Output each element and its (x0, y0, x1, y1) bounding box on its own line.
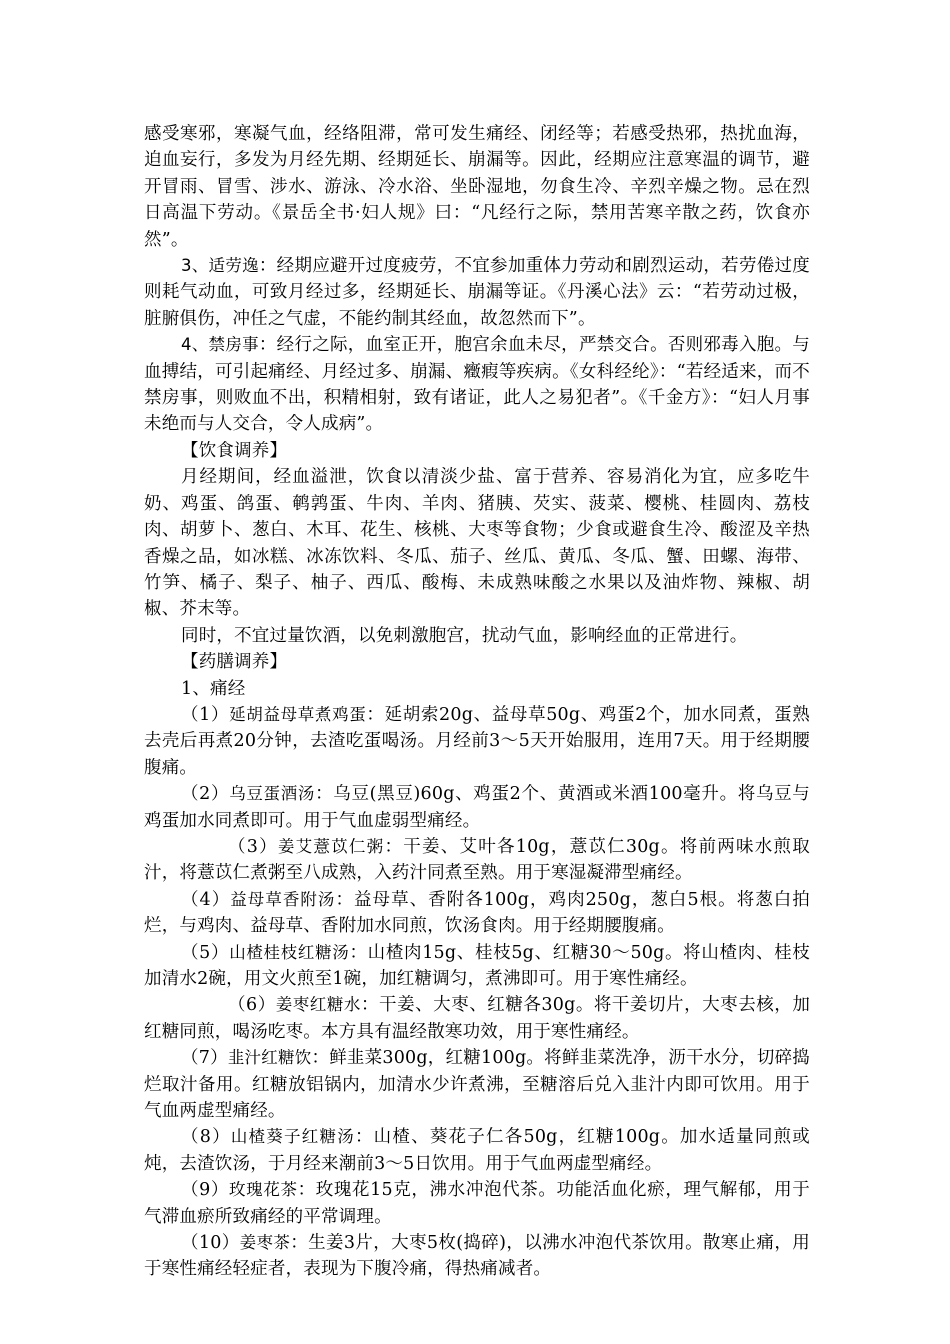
paragraph-rest-body: ：经期应避开过度疲劳，不宜参加重体力劳动和剧烈运动，若劳倦过度则耗气动血，可致月经过多，经期延长、崩漏等证。《丹溪心法》云：“若劳动过极，脏腑俱伤，冲任之气虚，不能约制其经血，故忽然而下”。 (144, 256, 811, 329)
recipe-item (144, 1177, 810, 1230)
recipe-name: 乌豆蛋酒汤 (229, 784, 316, 804)
recipe-number: （9） (181, 1180, 230, 1201)
heading-diet: 【饮食调养】 (181, 440, 288, 461)
section-title-sex: 4、禁房事 (181, 335, 259, 355)
recipe-body: ：玫瑰花15克，沸水冲泡代茶。功能活血化瘀，理气解郁，用于气滞血瘀所致痛经的平常调理。 (144, 1180, 810, 1227)
recipe-number: （5） (181, 942, 230, 963)
recipe-body: ：山楂肉15g、桂枝5g、红糖30～50g。将山楂肉、桂枝加清水2碗，用文火煎至1碗，加红糖调匀，煮沸即可。用于寒性痛经。 (144, 942, 810, 989)
recipe-number: （4） (181, 889, 231, 910)
recipe-name: 益母草香附汤 (230, 889, 336, 909)
recipe-number: （10） (181, 1233, 240, 1254)
recipe-item (144, 992, 810, 1045)
paragraph-sex (144, 332, 810, 438)
document-page (144, 121, 810, 1283)
recipe-number: （6） (228, 995, 276, 1016)
recipe-item (144, 702, 810, 781)
recipe-body: ：益母草、香附各100g，鸡肉250g，葱白5根。将葱白拍烂，与鸡肉、益母草、香附加水同煎，饮汤食肉。用于经期腰腹痛。 (144, 889, 810, 937)
recipe-name: 姜枣茶 (239, 1233, 291, 1253)
recipe-item (144, 781, 810, 834)
recipe-body: ：乌豆(黑豆)60g、鸡蛋2个、黄酒或米酒100毫升。将乌豆与鸡蛋加水同煮即可。用于气血虚弱型痛经。 (144, 784, 811, 831)
recipe-name: 姜枣红糖水 (275, 995, 361, 1015)
paragraph-diet: 月经期间，经血溢泄，饮食以清淡少盐、富于营养、容易消化为宜，应多吃牛奶、鸡蛋、鸽蛋、鹌鹑蛋、牛肉、羊肉、猪胰、芡实、菠菜、樱桃、桂圆肉、荔枝肉、胡萝卜、葱白、木耳、花生、核桃、大枣等食物；少食或避食生冷、酸涩及辛热香燥之品，如冰糕、冰冻饮料、冬瓜、茄子、丝瓜、黄瓜、冬瓜、蟹、田螺、海带、竹笋、橘子、梨子、柚子、西瓜、酸梅、未成熟味酸之水果以及油炸物、辣椒、胡椒、芥末等。 (144, 467, 810, 620)
paragraph-alcohol: 同时，不宜过量饮酒，以免刺激胞宫，扰动气血，影响经血的正常进行。 (181, 625, 748, 646)
heading-medicinal-diet: 【药膳调养】 (181, 652, 288, 673)
recipe-body: ：干姜、大枣、红糖各30g。将干姜切片，大枣去核，加红糖同煎，喝汤吃枣。本方具有温经散寒功效，用于寒性痛经。 (144, 995, 811, 1042)
recipe-number: （7） (181, 1048, 228, 1069)
recipe-name: 山楂葵子红糖汤 (230, 1127, 355, 1147)
recipe-body: ：生姜3片，大枣5枚(捣碎)，以沸水冲泡代茶饮用。散寒止痛，用于寒性痛经轻症者，表现为下腹冷痛，得热痛减者。 (144, 1233, 810, 1280)
recipe-body: ：山楂、葵花子仁各50g，红糖100g。加水适量同煎或炖，去渣饮汤，于月经来潮前3～5日饮用。用于气血两虚型痛经。 (144, 1127, 811, 1174)
recipe-number: （2） (181, 784, 230, 805)
recipe-item (144, 1230, 810, 1283)
recipe-item (144, 1124, 810, 1177)
recipe-item (144, 887, 810, 940)
section-title-rest: 3、适劳逸 (181, 256, 259, 276)
recipe-body: ：干姜、艾叶各10g，薏苡仁30g。将前两味水煎取汁，将薏苡仁煮粥至八成熟，入药汁同煮至熟。用于寒湿凝滞型痛经。 (144, 836, 811, 884)
recipe-item (144, 834, 810, 887)
recipe-name: 韭汁红糖饮 (227, 1048, 312, 1068)
recipe-number: （3） (228, 836, 278, 857)
recipe-name: 山楂桂枝红糖汤 (229, 942, 350, 962)
recipe-body: ：延胡索20g、益母草50g、鸡蛋2个，加水同煮，蛋熟去壳后再煮20分钟，去渣吃蛋喝汤。月经前3～5天开始服用，连用7天。用于经期腰腹痛。 (144, 704, 810, 778)
recipe-item (144, 1045, 810, 1124)
recipe-name: 延胡益母草煮鸡蛋 (229, 704, 367, 724)
paragraph-sex-body: ：经行之际，血室正开，胞宫余血未尽，严禁交合。否则邪毒入胞。与血搏结，可引起痛经、月经过多、崩漏、癥瘕等疾病。《女科经纶》：“若经适来，而不禁房事，则败血不出，积精相射，致有诸证，此人之易犯者”。《千金方》：“妇人月事未绝而与人交合，令人成病”。 (144, 335, 811, 435)
paragraph-cold-heat: 感受寒邪，寒凝气血，经络阻滞，常可发生痛经、闭经等；若感受热邪，热扰血海，迫血妄行，多发为月经先期、经期延长、崩漏等。因此，经期应注意寒温的调节，避开冒雨、冒雪、涉水、游泳、冷水浴、坐卧湿地，勿食生冷、辛烈辛燥之物。忌在烈日高温下劳动。《景岳全书·妇人规》曰：“凡经行之际，禁用苦寒辛散之药，饮食亦然”。 (144, 124, 810, 250)
recipe-item (144, 940, 810, 993)
recipe-body: ：鲜韭菜300g，红糖100g。将鲜韭菜洗净，沥干水分，切碎捣烂取汁备用。红糖放铝锅内，加清水少许煮沸，至糖溶后兑入韭汁内即可饮用。用于气血两虚型痛经。 (144, 1048, 811, 1122)
heading-dysmenorrhea: 1、痛经 (181, 678, 246, 699)
recipe-number: （8） (181, 1127, 231, 1148)
paragraph-rest (144, 253, 810, 332)
recipe-name: 玫瑰花茶 (229, 1180, 298, 1200)
recipe-name: 姜艾薏苡仁粥 (277, 836, 385, 856)
recipe-number: （1） (181, 704, 230, 725)
